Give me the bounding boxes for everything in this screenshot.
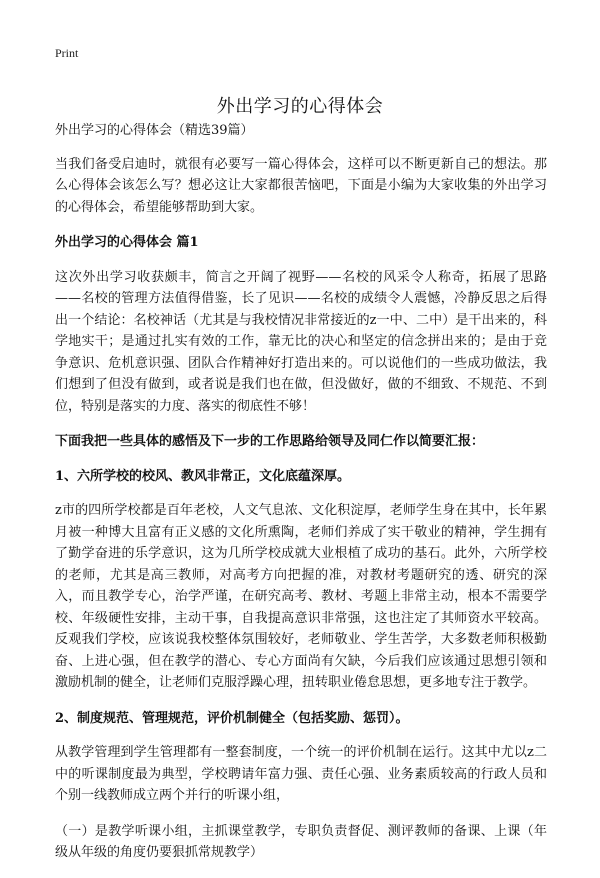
document-body [55,120,547,878]
document-subtitle: 外出学习的心得体会（精选39篇） [55,123,254,138]
intro-paragraph: 当我们备受启迪时，就很有必要写一篇心得体会，这样可以不断更新自己的想法。那么心得体会该怎么写？想必这让大家都很苦恼吧，下面是小编为大家收集的外出学习的心得体会，希望能够帮助到大家。 [55,156,547,215]
summary-heading: 下面我把一些具体的感悟及下一步的工作思路给领导及同仁作以简要汇报： [55,434,485,449]
section-heading: 外出学习的心得体会 篇1 [55,235,199,250]
sub-point-paragraph: （一）是教学听课小组，主抓课堂教学，专职负责督促、测评教师的备课、上课（年级从年级的角度仍要狠抓常规教学） [55,823,547,860]
point-heading: 1、六所学校的校风、教风非常正，文化底蕴深厚。 [55,468,351,484]
point-heading: 2、制度规范、管理规范，评价机制健全（包括奖励、惩罚）。 [55,710,409,726]
point-paragraph: 从教学管理到学生管理都有一整套制度，一个统一的评价机制在运行。这其中尤以z二中的听课制度最为典型，学校聘请年富力强、责任心强、业务素质较高的行政人员和个别一线教师成立两个并行的听课小组， [55,745,547,803]
section-paragraph: 这次外出学习收获颇丰，简言之开阔了视野——名校的风采令人称奇，拓展了思路——名校的管理方法值得借鉴，长了见识——名校的成绩令人震憾，冷静反思之后得出一个结论：名校神话（尤其是与我校情况非常接近的z一中、二中）是干出来的，科学地实干；是通过扎实有效的工作，靠无比的决心和坚定的信念拼出来的；是由于竞争意识、危机意识强、团队合作精神好打造出来的。可以说他们的一些成功做法，我们想到了但没有做到，或者说是我们也在做，但没做好，做的不细致、不规范、不到位，特别是落实的力度、落实的彻底性不够！ [55,269,547,414]
point-paragraph: z市的四所学校都是百年老校，人文气息浓、文化积淀厚，老师学生身在其中，长年累月被一种博大且富有正义感的文化所熏陶，老师们养成了实干敬业的精神，学生拥有了勤学奋进的乐学意识，这为几所学校成就大业根植了成功的基石。此外，六所学校的老师，尤其是高三教师，对高考方向把握的准，对教材考题研究的透、研究的深入，而且教学专心，治学严谨，在研究高考、教材、考题上非常主动，根本不需要学校、年级硬性安排，主动干事，自我提高意识非常强，这也注定了其师资水平较高。反观我们学校，应该说我校整体氛围较好，老师敬业、学生苦学，大多数老师积极勤奋、上进心强，但在教学的潜心、专心方面尚有欠缺，今后我们应该通过思想引领和激励机制的健全，让老师们克服浮躁心理，扭转职业倦怠思想，更多地专注于教学。 [55,503,547,690]
document-title: 外出学习的心得体会 [216,96,384,118]
print-link[interactable]: Print [55,46,79,60]
